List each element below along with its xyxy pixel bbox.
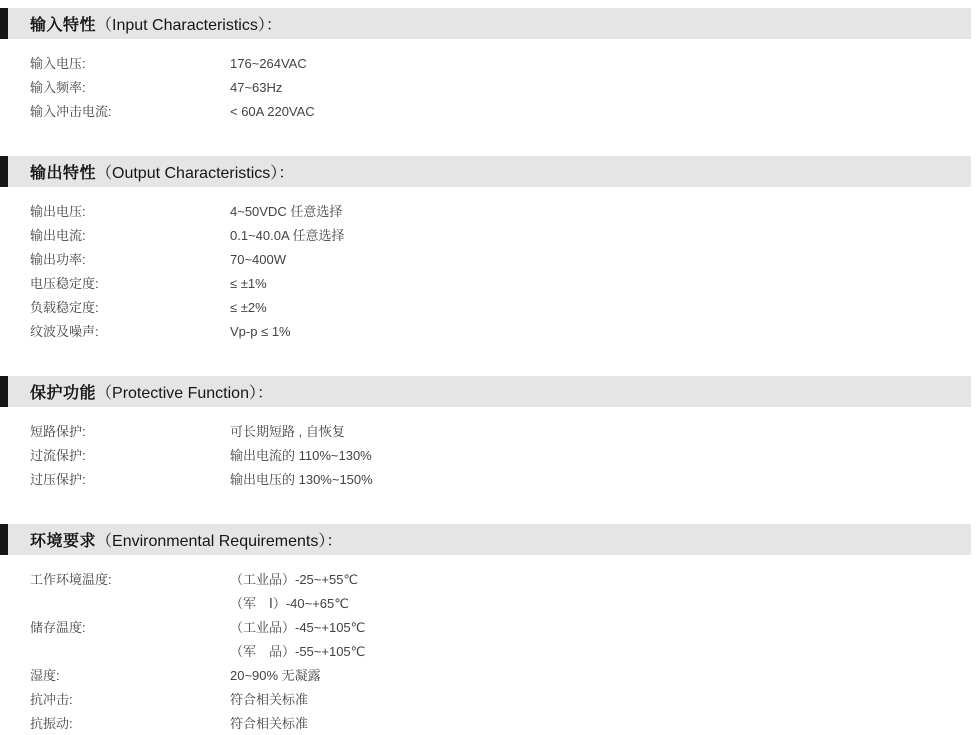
- spec-section: [0, 524, 980, 735]
- spec-value: 176~264VAC: [230, 56, 307, 71]
- spec-label: 输入冲击电流:: [30, 104, 112, 119]
- section-rows: [0, 568, 980, 735]
- section-title: [30, 380, 273, 403]
- spec-values: [230, 712, 980, 735]
- spec-values: [230, 100, 980, 124]
- spec-values: [230, 444, 980, 468]
- spec-value: 符合相关标准: [230, 692, 309, 707]
- spec-row: [0, 468, 980, 492]
- spec-label: 输出电流:: [30, 228, 86, 243]
- spec-section: [0, 156, 980, 344]
- section-title: [30, 12, 282, 35]
- section-title-chinese: 输入特性: [30, 17, 97, 34]
- section-accent-strip: [0, 376, 8, 407]
- spec-value: 20~90% 无凝露: [230, 668, 321, 683]
- spec-value: 输出电流的 110%~130%: [230, 448, 372, 463]
- spec-label: 湿度:: [30, 668, 60, 683]
- spec-row: [0, 568, 980, 616]
- spec-label: 抗冲击:: [30, 692, 73, 707]
- spec-label: 过压保护:: [30, 472, 86, 487]
- section-accent-strip: [0, 524, 8, 555]
- spec-value: ≤ ±1%: [230, 276, 267, 291]
- section-title-english: （Output Characteristics）：: [96, 165, 295, 182]
- spec-label: 输入频率:: [30, 80, 86, 95]
- spec-values: [230, 52, 980, 76]
- spec-label: 储存温度:: [30, 620, 86, 635]
- section-title-chinese: 环境要求: [30, 533, 97, 550]
- spec-row: [0, 248, 980, 272]
- spec-value: 70~400W: [230, 252, 287, 267]
- spec-values: [230, 688, 980, 712]
- spec-value: 0.1~40.0A 任意选择: [230, 228, 345, 243]
- section-accent-strip: [0, 8, 8, 39]
- spec-values: [230, 272, 980, 296]
- section-title-chinese: 输出特性: [30, 165, 97, 182]
- section-rows: [0, 420, 980, 492]
- spec-values: [230, 76, 980, 100]
- section-title: [30, 528, 342, 551]
- spec-row: [0, 712, 980, 735]
- spec-values: [230, 200, 980, 224]
- section-rows: [0, 52, 980, 124]
- spec-value: 输出电压的 130%~150%: [230, 472, 373, 487]
- spec-row: [0, 296, 980, 320]
- spec-values: [230, 320, 980, 344]
- spec-value: 可长期短路 , 自恢复: [230, 424, 345, 439]
- section-header-bar: [0, 8, 971, 39]
- spec-values: [230, 248, 980, 272]
- section-title-english: （Environmental Requirements）：: [96, 533, 343, 550]
- spec-label: 工作环境温度:: [30, 572, 112, 587]
- spec-value: （军 Ⅰ）-40~+65℃: [230, 596, 349, 611]
- spec-row: [0, 320, 980, 344]
- spec-row: [0, 688, 980, 712]
- spec-value: （军 品）-55~+105℃: [230, 644, 366, 659]
- spec-row: [0, 100, 980, 124]
- section-title-chinese: 保护功能: [30, 385, 97, 402]
- spec-row: [0, 616, 980, 664]
- spec-values: [230, 420, 980, 444]
- spec-value: ≤ ±2%: [230, 300, 267, 315]
- spec-value: 47~63Hz: [230, 80, 283, 95]
- section-title: [30, 160, 294, 183]
- spec-row: [0, 52, 980, 76]
- spec-row: [0, 224, 980, 248]
- spec-label: 输入电压:: [30, 56, 86, 71]
- spec-values: [230, 296, 980, 320]
- spec-values: [230, 664, 980, 688]
- spec-values: [230, 568, 980, 616]
- spec-label: 过流保护:: [30, 448, 86, 463]
- spec-value: < 60A 220VAC: [230, 104, 315, 119]
- spec-value: Vp-p ≤ 1%: [230, 324, 291, 339]
- spec-values: [230, 468, 980, 492]
- spec-row: [0, 444, 980, 468]
- section-rows: [0, 200, 980, 344]
- spec-label: 抗振动:: [30, 716, 73, 731]
- spec-values: [230, 224, 980, 248]
- spec-section: [0, 8, 980, 124]
- section-title-english: （Input Characteristics）：: [96, 17, 282, 34]
- spec-value: （工业品）-25~+55℃: [230, 572, 359, 587]
- spec-label: 短路保护:: [30, 424, 86, 439]
- spec-label: 纹波及噪声:: [30, 324, 99, 339]
- spec-values: [230, 616, 980, 664]
- spec-value: 4~50VDC 任意选择: [230, 204, 343, 219]
- spec-row: [0, 76, 980, 100]
- spec-section: [0, 376, 980, 492]
- spec-row: [0, 272, 980, 296]
- spec-label: 输出功率:: [30, 252, 86, 267]
- section-title-english: （Protective Function）：: [96, 385, 273, 402]
- spec-label: 负载稳定度:: [30, 300, 99, 315]
- spec-row: [0, 200, 980, 224]
- spec-label: 电压稳定度:: [30, 276, 99, 291]
- spec-row: [0, 420, 980, 444]
- spec-row: [0, 664, 980, 688]
- section-accent-strip: [0, 156, 8, 187]
- spec-value: （工业品）-45~+105℃: [230, 620, 366, 635]
- section-header-bar: [0, 376, 971, 407]
- spec-value: 符合相关标准: [230, 716, 309, 731]
- spec-label: 输出电压:: [30, 204, 86, 219]
- section-header-bar: [0, 524, 971, 555]
- section-header-bar: [0, 156, 971, 187]
